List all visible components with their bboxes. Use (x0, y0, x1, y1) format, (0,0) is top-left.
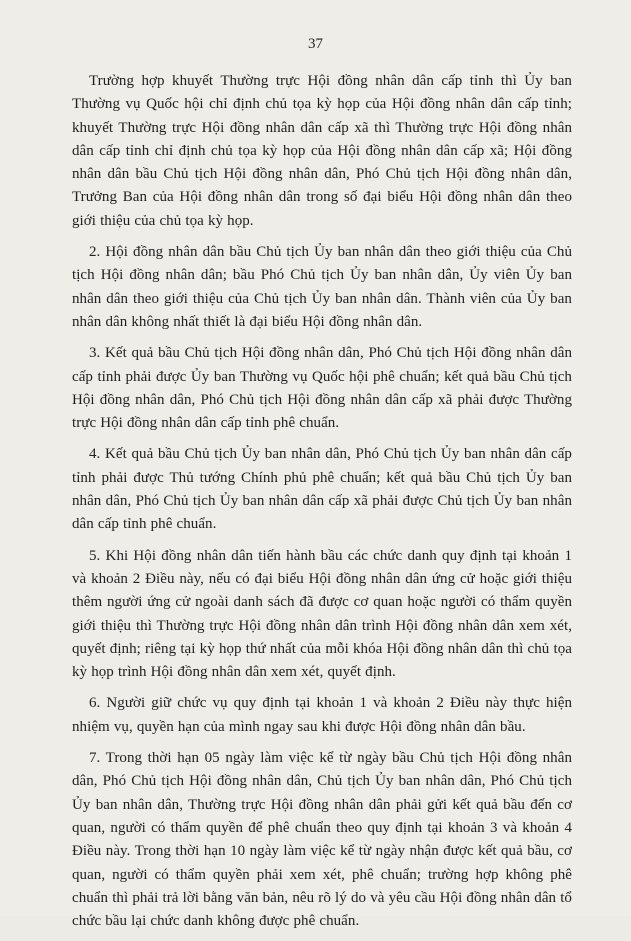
paragraph-intro: Trường hợp khuyết Thường trực Hội đồng nhân dân cấp tỉnh thì Ủy ban Thường vụ Quốc hội chỉ định chủ tọa kỳ họp của Hội đồng nhân dân cấp tỉnh; khuyết Thường trực Hội đồng nhân dân cấp xã thì Thường trực Hội đồng nhân dân cấp tỉnh chỉ định chủ tọa kỳ họp của Hội đồng nhân dân cấp xã; Hội đồng nhân dân bầu Chủ tịch Hội đồng nhân dân, Phó Chủ tịch Hội đồng nhân dân, Trưởng Ban của Hội đồng nhân dân trong số đại biểu Hội đồng nhân dân theo giới thiệu của chủ tọa kỳ họp. (72, 73, 572, 229)
page-number: 37 (308, 36, 323, 52)
paragraph-clause-4: 4. Kết quả bầu Chủ tịch Ủy ban nhân dân, Phó Chủ tịch Ủy ban nhân dân cấp tỉnh phải được Thủ tướng Chính phủ phê chuẩn; kết quả bầu Chủ tịch Ủy ban nhân dân, Phó Chủ tịch Ủy ban nhân dân cấp xã phải được Chủ tịch Ủy ban nhân dân cấp tỉnh phê chuẩn. (72, 446, 572, 533)
paragraph-clause-6: 6. Người giữ chức vụ quy định tại khoản 1 và khoản 2 Điều này thực hiện nhiệm vụ, quyền hạn của mình ngay sau khi được Hội đồng nhân dân bầu. (72, 695, 572, 735)
document-body (72, 70, 572, 941)
paragraph-clause-3: 3. Kết quả bầu Chủ tịch Hội đồng nhân dân, Phó Chủ tịch Hội đồng nhân dân cấp tỉnh phải được Ủy ban Thường vụ Quốc hội phê chuẩn; kết quả bầu Chủ tịch Hội đồng nhân dân, Phó Chủ tịch Hội đồng nhân dân cấp xã phải được Thường trực Hội đồng nhân dân cấp tỉnh phê chuẩn. (72, 345, 572, 432)
paragraph-clause-5: 5. Khi Hội đồng nhân dân tiến hành bầu các chức danh quy định tại khoản 1 và khoản 2 Điều này, nếu có đại biểu Hội đồng nhân dân ứng cử hoặc giới thiệu thêm người ứng cử ngoài danh sách đã được cơ quan hoặc người có thẩm quyền giới thiệu thì Thường trực Hội đồng nhân dân trình Hội đồng nhân dân xem xét, quyết định; riêng tại kỳ họp thứ nhất của mỗi khóa Hội đồng nhân dân thì chủ tọa kỳ họp trình Hội đồng nhân dân xem xét, quyết định. (72, 547, 572, 681)
paragraph-clause-7: 7. Trong thời hạn 05 ngày làm việc kể từ ngày bầu Chủ tịch Hội đồng nhân dân, Phó Chủ tịch Hội đồng nhân dân, Chủ tịch Ủy ban nhân dân, Phó Chủ tịch Ủy ban nhân dân, Thường trực Hội đồng nhân dân phải gửi kết quả bầu đến cơ quan, người có thẩm quyền để phê chuẩn theo quy định tại khoản 3 và khoản 4 Điều này. Trong thời hạn 10 ngày làm việc kể từ ngày nhận được kết quả bầu, cơ quan, người có thẩm quyền phải xem xét, phê chuẩn; trường hợp không phê chuẩn thì phải trả lời bằng văn bản, nêu rõ lý do và yêu cầu Hội đồng nhân dân tổ chức bầu lại chức danh không được phê chuẩn. (72, 750, 572, 930)
paragraph-clause-2: 2. Hội đồng nhân dân bầu Chủ tịch Ủy ban nhân dân theo giới thiệu của Chủ tịch Hội đồng nhân dân; bầu Phó Chủ tịch Ủy ban nhân dân, Ủy viên Ủy ban nhân dân theo giới thiệu của Chủ tịch Ủy ban nhân dân. Thành viên của Ủy ban nhân dân không nhất thiết là đại biểu Hội đồng nhân dân. (72, 244, 572, 330)
